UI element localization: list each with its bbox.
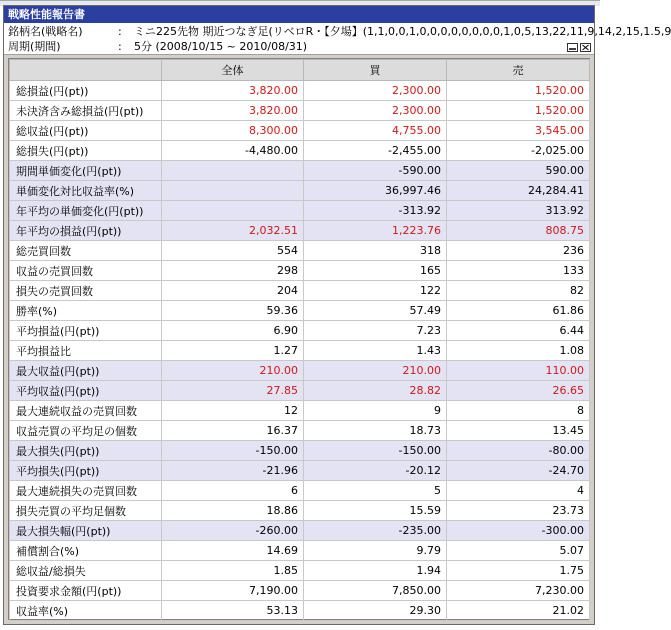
table-row[interactable] <box>10 241 590 261</box>
row-label: 総収益/総損失 <box>10 561 162 581</box>
table-row[interactable] <box>10 461 590 481</box>
cell-sell: 133 <box>447 261 590 281</box>
colon: : <box>118 40 122 53</box>
cell-buy: 122 <box>304 281 447 301</box>
cell-all <box>162 161 304 181</box>
table-row[interactable] <box>10 141 590 161</box>
strategy-label: 銘柄名(戦略名) <box>8 25 83 38</box>
report-table-container <box>8 58 590 620</box>
cell-sell: 82 <box>447 281 590 301</box>
cell-buy: 4,755.00 <box>304 121 447 141</box>
table-row[interactable] <box>10 341 590 361</box>
header-all[interactable]: 全体 <box>162 60 304 81</box>
row-label: 損失売買の平均足個数 <box>10 501 162 521</box>
row-label: 平均損益(円(pt)) <box>10 321 162 341</box>
cell-buy: 1.94 <box>304 561 447 581</box>
row-label: 収益売買の平均足の個数 <box>10 421 162 441</box>
cell-buy: 18.73 <box>304 421 447 441</box>
cell-all: 6.90 <box>162 321 304 341</box>
table-row[interactable] <box>10 501 590 521</box>
row-label: 単価変化対比収益率(%) <box>10 181 162 201</box>
table-row[interactable] <box>10 221 590 241</box>
table-row[interactable] <box>10 161 590 181</box>
cell-buy: 15.59 <box>304 501 447 521</box>
cell-buy: 1,223.76 <box>304 221 447 241</box>
cell-all: 3,820.00 <box>162 101 304 121</box>
cell-buy: -590.00 <box>304 161 447 181</box>
row-label: 期間単価変化(円(pt)) <box>10 161 162 181</box>
row-label: 最大損失幅(円(pt)) <box>10 521 162 541</box>
cell-sell: 26.65 <box>447 381 590 401</box>
row-label: 未決済含み総損益(円(pt)) <box>10 101 162 121</box>
cell-all: 1.85 <box>162 561 304 581</box>
cell-buy: 9 <box>304 401 447 421</box>
row-label: 収益の売買回数 <box>10 261 162 281</box>
row-label: 投資要求金額(円(pt)) <box>10 581 162 601</box>
cell-buy: 7.23 <box>304 321 447 341</box>
cell-buy: 1.43 <box>304 341 447 361</box>
row-label: 総売買回数 <box>10 241 162 261</box>
cell-sell: 1.75 <box>447 561 590 581</box>
header-corner <box>10 60 162 81</box>
period-label: 周期(期間) <box>8 40 61 53</box>
cell-sell: 590.00 <box>447 161 590 181</box>
table-row[interactable] <box>10 421 590 441</box>
row-label: 年平均の単価変化(円(pt)) <box>10 201 162 221</box>
row-label: 最大損失(円(pt)) <box>10 441 162 461</box>
colon: : <box>118 25 122 38</box>
cell-sell: 236 <box>447 241 590 261</box>
cell-all: -21.96 <box>162 461 304 481</box>
table-row[interactable] <box>10 181 590 201</box>
cell-buy: -2,455.00 <box>304 141 447 161</box>
cell-all: -4,480.00 <box>162 141 304 161</box>
cell-buy: -235.00 <box>304 521 447 541</box>
window-controls <box>567 41 591 53</box>
cell-buy: 57.49 <box>304 301 447 321</box>
table-row[interactable] <box>10 201 590 221</box>
cell-sell: 13.45 <box>447 421 590 441</box>
strategy-value: ミニ225先物 期近つなぎ足(リベロR・【夕場】(1,1,0,0,1,0,0,0,0,0,0,0,0,1,0,5,13,22,11,9,14,2,15,1.5,9 <box>134 25 671 38</box>
row-label: 平均損失(円(pt)) <box>10 461 162 481</box>
header-buy[interactable]: 買 <box>304 60 447 81</box>
cell-all: 14.69 <box>162 541 304 561</box>
table-row[interactable] <box>10 101 590 121</box>
cell-buy: -313.92 <box>304 201 447 221</box>
cell-buy: 5 <box>304 481 447 501</box>
table-row[interactable] <box>10 581 590 601</box>
table-header-row <box>10 60 590 81</box>
header-sell[interactable]: 売 <box>447 60 590 81</box>
row-label: 総損益(円(pt)) <box>10 81 162 101</box>
row-label: 最大連続損失の売買回数 <box>10 481 162 501</box>
cell-sell: 21.02 <box>447 601 590 621</box>
cell-sell: 1,520.00 <box>447 81 590 101</box>
cell-buy: 28.82 <box>304 381 447 401</box>
table-row[interactable] <box>10 321 590 341</box>
cell-buy: 9.79 <box>304 541 447 561</box>
cell-all: 6 <box>162 481 304 501</box>
cell-all: 3,820.00 <box>162 81 304 101</box>
row-label: 収益率(%) <box>10 601 162 621</box>
cell-sell: 23.73 <box>447 501 590 521</box>
cell-sell: 1.08 <box>447 341 590 361</box>
cell-buy: 36,997.46 <box>304 181 447 201</box>
cell-buy: 210.00 <box>304 361 447 381</box>
table-row[interactable] <box>10 381 590 401</box>
row-label: 最大収益(円(pt)) <box>10 361 162 381</box>
row-label: 勝率(%) <box>10 301 162 321</box>
cell-all: 59.36 <box>162 301 304 321</box>
table-row[interactable] <box>10 121 590 141</box>
strategy-report-window <box>3 5 671 625</box>
table-row[interactable] <box>10 401 590 421</box>
cell-all: -150.00 <box>162 441 304 461</box>
cell-sell: 24,284.41 <box>447 181 590 201</box>
table-row[interactable] <box>10 561 590 581</box>
table-row[interactable] <box>10 81 590 101</box>
table-row[interactable] <box>10 301 590 321</box>
cell-all <box>162 201 304 221</box>
table-row[interactable] <box>10 261 590 281</box>
info-panel <box>4 23 671 55</box>
cell-all: 27.85 <box>162 381 304 401</box>
cell-sell: -2,025.00 <box>447 141 590 161</box>
cell-all: 2,032.51 <box>162 221 304 241</box>
cell-buy: 165 <box>304 261 447 281</box>
cell-buy: -150.00 <box>304 441 447 461</box>
table-row[interactable] <box>10 361 590 381</box>
table-row[interactable] <box>10 541 590 561</box>
cell-buy: -20.12 <box>304 461 447 481</box>
cell-sell: -80.00 <box>447 441 590 461</box>
row-label: 平均損益比 <box>10 341 162 361</box>
cell-sell: -24.70 <box>447 461 590 481</box>
cell-all: 8,300.00 <box>162 121 304 141</box>
table-row[interactable] <box>10 601 590 621</box>
cell-sell: 61.86 <box>447 301 590 321</box>
cell-all: -260.00 <box>162 521 304 541</box>
row-label: 年平均の損益(円(pt)) <box>10 221 162 241</box>
strategy-row <box>8 24 671 39</box>
table-row[interactable] <box>10 281 590 301</box>
row-label: 総損失(円(pt)) <box>10 141 162 161</box>
cell-sell: -300.00 <box>447 521 590 541</box>
cell-all: 16.37 <box>162 421 304 441</box>
cell-all: 1.27 <box>162 341 304 361</box>
cell-sell: 1,520.00 <box>447 101 590 121</box>
cell-sell: 5.07 <box>447 541 590 561</box>
table-row[interactable] <box>10 521 590 541</box>
cell-all: 554 <box>162 241 304 261</box>
row-label: 総収益(円(pt)) <box>10 121 162 141</box>
cell-sell: 808.75 <box>447 221 590 241</box>
cell-buy: 2,300.00 <box>304 81 447 101</box>
window-title[interactable]: 戦略性能報告書 <box>4 6 594 23</box>
cell-buy: 29.30 <box>304 601 447 621</box>
row-label: 平均収益(円(pt)) <box>10 381 162 401</box>
row-label: 損失の売買回数 <box>10 281 162 301</box>
minimize-icon[interactable] <box>567 43 578 52</box>
row-label: 最大連続収益の売買回数 <box>10 401 162 421</box>
cell-sell: 6.44 <box>447 321 590 341</box>
cell-buy: 7,850.00 <box>304 581 447 601</box>
cell-all: 12 <box>162 401 304 421</box>
cell-sell: 313.92 <box>447 201 590 221</box>
cell-sell: 7,230.00 <box>447 581 590 601</box>
table-row[interactable] <box>10 481 590 501</box>
cell-all: 53.13 <box>162 601 304 621</box>
cell-sell: 8 <box>447 401 590 421</box>
cell-buy: 318 <box>304 241 447 261</box>
cell-all: 18.86 <box>162 501 304 521</box>
cell-sell: 3,545.00 <box>447 121 590 141</box>
row-label: 補償割合(%) <box>10 541 162 561</box>
cell-all <box>162 181 304 201</box>
cell-all: 210.00 <box>162 361 304 381</box>
table-body <box>10 81 590 621</box>
cell-buy: 2,300.00 <box>304 101 447 121</box>
period-row <box>8 39 588 54</box>
table-row[interactable] <box>10 441 590 461</box>
cell-all: 204 <box>162 281 304 301</box>
close-icon[interactable] <box>580 43 591 52</box>
cell-sell: 4 <box>447 481 590 501</box>
cell-sell: 110.00 <box>447 361 590 381</box>
period-value: 5分 (2008/10/15 ~ 2010/08/31) <box>134 40 308 53</box>
report-table <box>9 59 590 621</box>
cell-all: 298 <box>162 261 304 281</box>
cell-all: 7,190.00 <box>162 581 304 601</box>
